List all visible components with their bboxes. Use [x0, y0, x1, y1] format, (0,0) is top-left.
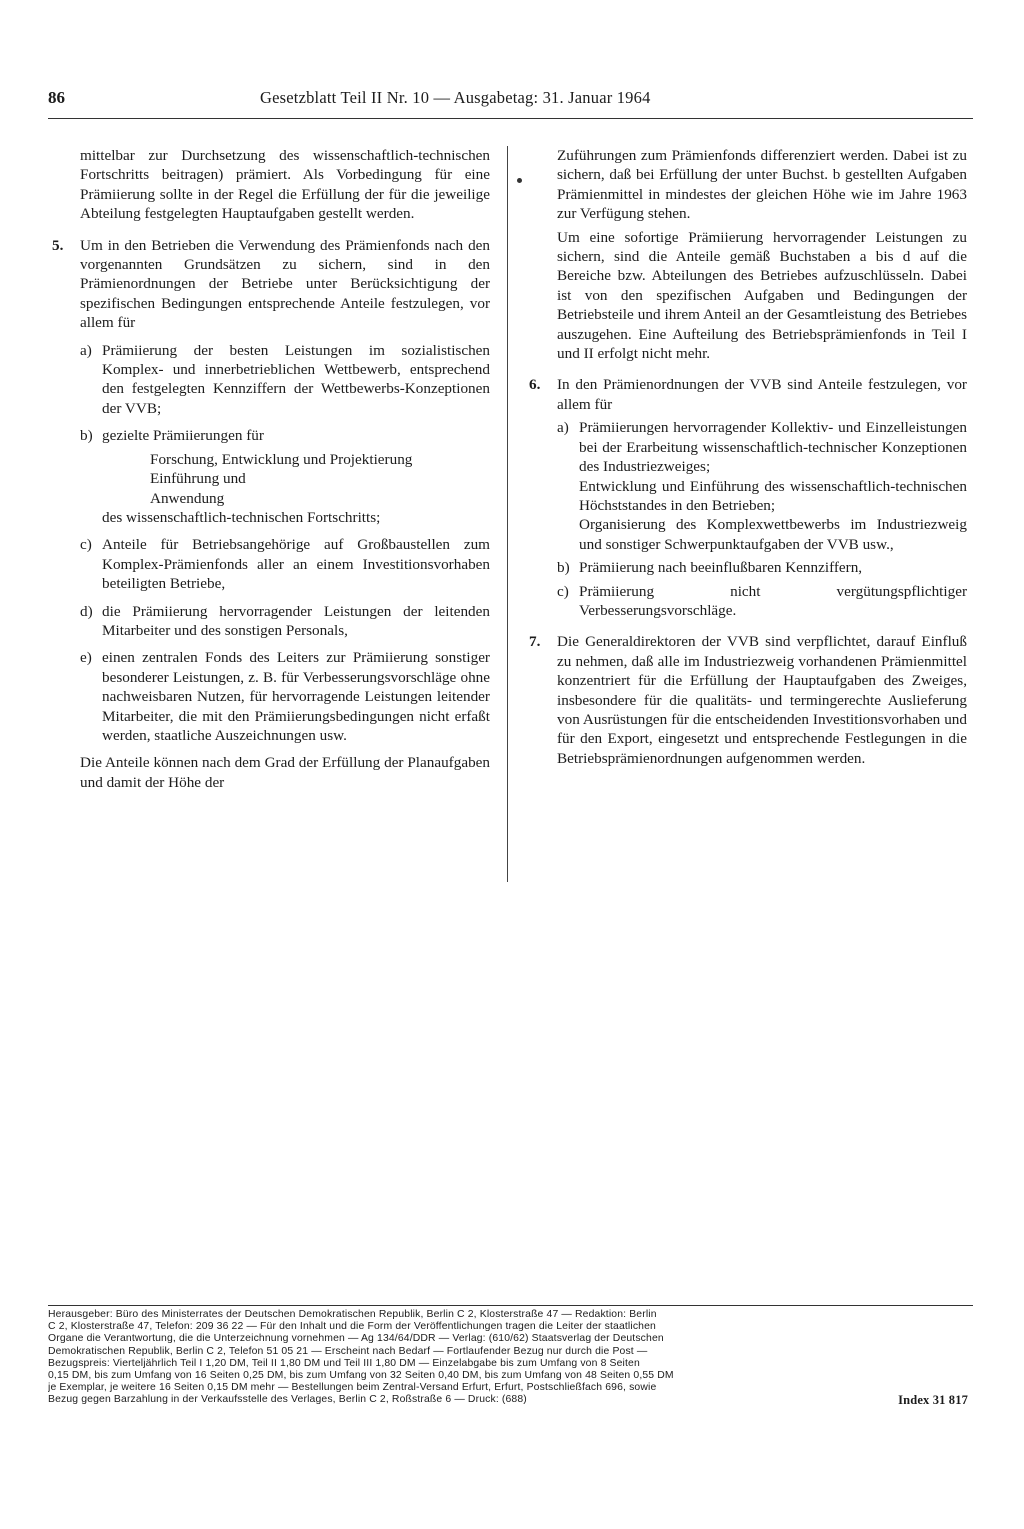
sub-item-text: gezielte Prämiierungen für: [102, 427, 264, 445]
sub-item-label: d): [80, 602, 93, 620]
intro-paragraph: mittelbar zur Durchsetzung des wissenschaftlich-technischen Fortschritts beitragen) prämiert. Als Vorbedingung für eine Prämiierung sollte in der Regel die Erfüllung der für die jeweilige Abteilung festgelegten Hauptaufgaben gestellt werden.: [80, 147, 490, 223]
sub-item-text: Prämiierung nach beeinflußbaren Kennziffern,: [579, 559, 863, 577]
left-column: [52, 146, 490, 792]
sub-item-label: a): [80, 341, 92, 359]
sub-item-label: c): [557, 582, 569, 600]
scan-dot: [517, 178, 522, 183]
sub-item-text: einen zentralen Fonds des Leiters zur Prämiierung sonstiger besonderer Leistungen, z. B. für Verbesserungsvorschläge ohne nachweisbaren Nutzen, für hervorragende Leistungen leitender Mitarbeiter, die mit den Prämiierungsbedingungen nicht erfaßt werden, staatliche Auszeichnungen usw.: [102, 649, 490, 744]
imprint-line: 0,15 DM, bis zum Umfang von 16 Seiten 0,25 DM, bis zum Umfang von 32 Seiten 0,40 DM, bis zum Umfang von 48 Seiten 0,55 DM: [48, 1370, 674, 1382]
sub-item-text: Prämiierung der besten Leistungen im sozialistischen Komplex- und innerbetrieblichen Wettbewerb, entsprechend den festgelegten Kennziffern der Wettbewerbs-Konzeptionen der VVB;: [102, 341, 490, 417]
item-7: [529, 632, 967, 768]
sub-item-label: b): [80, 427, 93, 445]
sub-item-label: c): [80, 536, 92, 554]
item-6: [529, 375, 967, 414]
item-text: In den Prämienordnungen der VVB sind Anteile festzulegen, vor allem für: [557, 376, 967, 413]
item-5: [52, 236, 490, 333]
imprint-line: C 2, Klosterstraße 47, Telefon: 209 36 22 — Für den Inhalt und die Form der Veröffentlichungen tragen die Leiter der staatlichen: [48, 1321, 656, 1333]
item-text: Die Generaldirektoren der VVB sind verpflichtet, darauf Einfluß zu nehmen, daß alle im Industriezweig vorhandenen Prämienmittel konzentriert für die Erfüllung der Hauptaufgaben des Zweiges, insbesondere für die qualitäts- und termingerechte Auslieferung von Ausrüstungen für die entscheidenden Investitionsvorhaben und für den Export, eingesetzt und entsprechende Festlegungen in die Betriebsprämienordnungen aufgenommen werden.: [557, 633, 967, 767]
item-number: 6.: [529, 376, 541, 394]
sub-item-c: [80, 535, 490, 593]
sub-item-label: b): [557, 559, 570, 577]
sub-item-text: Entwicklung und Einführung des wissenschaftlich-technischen Höchststandes in den Betrieben;: [579, 477, 967, 514]
sub-item-label: a): [557, 419, 569, 437]
item-text: Um in den Betrieben die Verwendung des Prämienfonds nach den vorgenannten Grundsätzen zu sichern, sind in den Prämienordnungen der Betriebe unter Berücksichtigung der spezifischen Bedingungen entsprechende Anteile festzulegen, vor allem für: [80, 236, 490, 332]
footer-rule: [48, 1305, 973, 1306]
sub-item-text: Prämiierungen hervorragender Kollektiv- und Einzelleistungen bei der Erarbeitung wissenschaftlich-technischer Konzeptionen des Industriezweiges;: [579, 419, 967, 476]
page-number: 86: [48, 88, 65, 107]
sub-item-label: e): [80, 649, 92, 667]
sub-item-text: Organisierung des Komplexwettbewerbs im Industriezweig und sonstiger Schwerpunktaufgaben der VVB usw.,: [579, 516, 967, 553]
sub-item-text: Prämiierung nicht vergütungspflichtiger Verbesserungsvorschläge.: [579, 582, 967, 619]
imprint-last-line: [48, 1394, 968, 1406]
index-number: Index 31 817: [898, 1393, 968, 1408]
sub-item-c: [557, 582, 967, 621]
sub-item-line: Anwendung: [150, 489, 225, 507]
sub-item-e: [80, 648, 490, 745]
sub-item-text: Anteile für Betriebsangehörige auf Großbaustellen zum Komplex-Prämienfonds aller an einem Investitionsvorhaben beteiligten Betriebe,: [102, 536, 490, 593]
continued-paragraph: Um eine sofortige Prämiierung hervorragender Leistungen zu sichern, sind die Anteile gemäß Buchstaben a bis d auf die Bereiche bzw. Abteilungen des Betriebes aufzuschlüsseln. Dabei ist von den spezifischen Aufgaben und Bedingungen der Betriebsteile und ihrem Anteil an der Gesamtleistung des Betriebes auszugehen. Eine Aufteilung des Betriebsprämienfonds in Teil I und II erfolgt nicht mehr.: [557, 228, 967, 363]
page-title: Gesetzblatt Teil II Nr. 10 — Ausgabetag: 31. Januar 1964: [260, 88, 651, 107]
item-number: 5.: [52, 236, 64, 254]
imprint-line: Demokratischen Republik, Berlin C 2, Telefon 51 05 21 — Erscheint nach Bedarf — Fortlaufender Bezug nur durch die Post —: [48, 1345, 648, 1357]
sub-item-a: [80, 341, 490, 419]
column-divider: [507, 146, 508, 882]
sub-item-b: [557, 558, 967, 577]
continued-paragraph: Zuführungen zum Prämienfonds differenziert werden. Dabei ist zu sichern, daß bei Erfüllung der unter Buchst. b gestellten Aufgaben Prämienmittel in mindestes der gleichen Höhe wie im Jahre 1963 zur Verfügung stehen.: [557, 147, 967, 223]
closing-paragraph: Die Anteile können nach dem Grad der Erfüllung der Planaufgaben und damit der Höhe der: [80, 754, 490, 791]
imprint-line: Bezug gegen Barzahlung in der Verkaufsstelle des Verlages, Berlin C 2, Roßstraße 6 — Druck: (688): [48, 1394, 527, 1406]
imprint-line: Organe die Verantwortung, die die Unterzeichnung vornehmen — Ag 134/64/DDR — Verlag: (610/62) Staatsverlag der Deutschen: [48, 1333, 664, 1345]
sub-item-line: Einführung und: [150, 470, 246, 488]
imprint-line: Bezugspreis: Vierteljährlich Teil I 1,20 DM, Teil II 1,80 DM und Teil III 1,80 DM — Einzelabgabe bis zum Umfang von 8 Seiten: [48, 1357, 640, 1369]
right-column: [529, 146, 967, 768]
sub-item-d: [80, 602, 490, 641]
page-header: [48, 88, 973, 114]
sub-item-a: [557, 418, 967, 554]
sub-item-line: des wissenschaftlich-technischen Fortschritts;: [102, 508, 381, 526]
item-number: 7.: [529, 633, 541, 651]
sub-item-line: Forschung, Entwicklung und Projektierung: [150, 450, 413, 468]
imprint-line: Herausgeber: Büro des Ministerrates der Deutschen Demokratischen Republik, Berlin C 2, Klosterstraße 47 — Redaktion: Berlin: [48, 1309, 657, 1320]
imprint-line: je Exemplar, je weitere 16 Seiten 0,15 DM mehr — Bestellungen beim Zentral-Versand Erfurt, Erfurt, Postschließfach 696, sowie: [48, 1382, 657, 1394]
header-rule: [48, 118, 973, 119]
sub-item-text: die Prämiierung hervorragender Leistungen der leitenden Mitarbeiter und des sonstigen Personals,: [102, 602, 490, 639]
imprint-footer: [48, 1309, 968, 1407]
sub-item-b: [80, 426, 490, 527]
